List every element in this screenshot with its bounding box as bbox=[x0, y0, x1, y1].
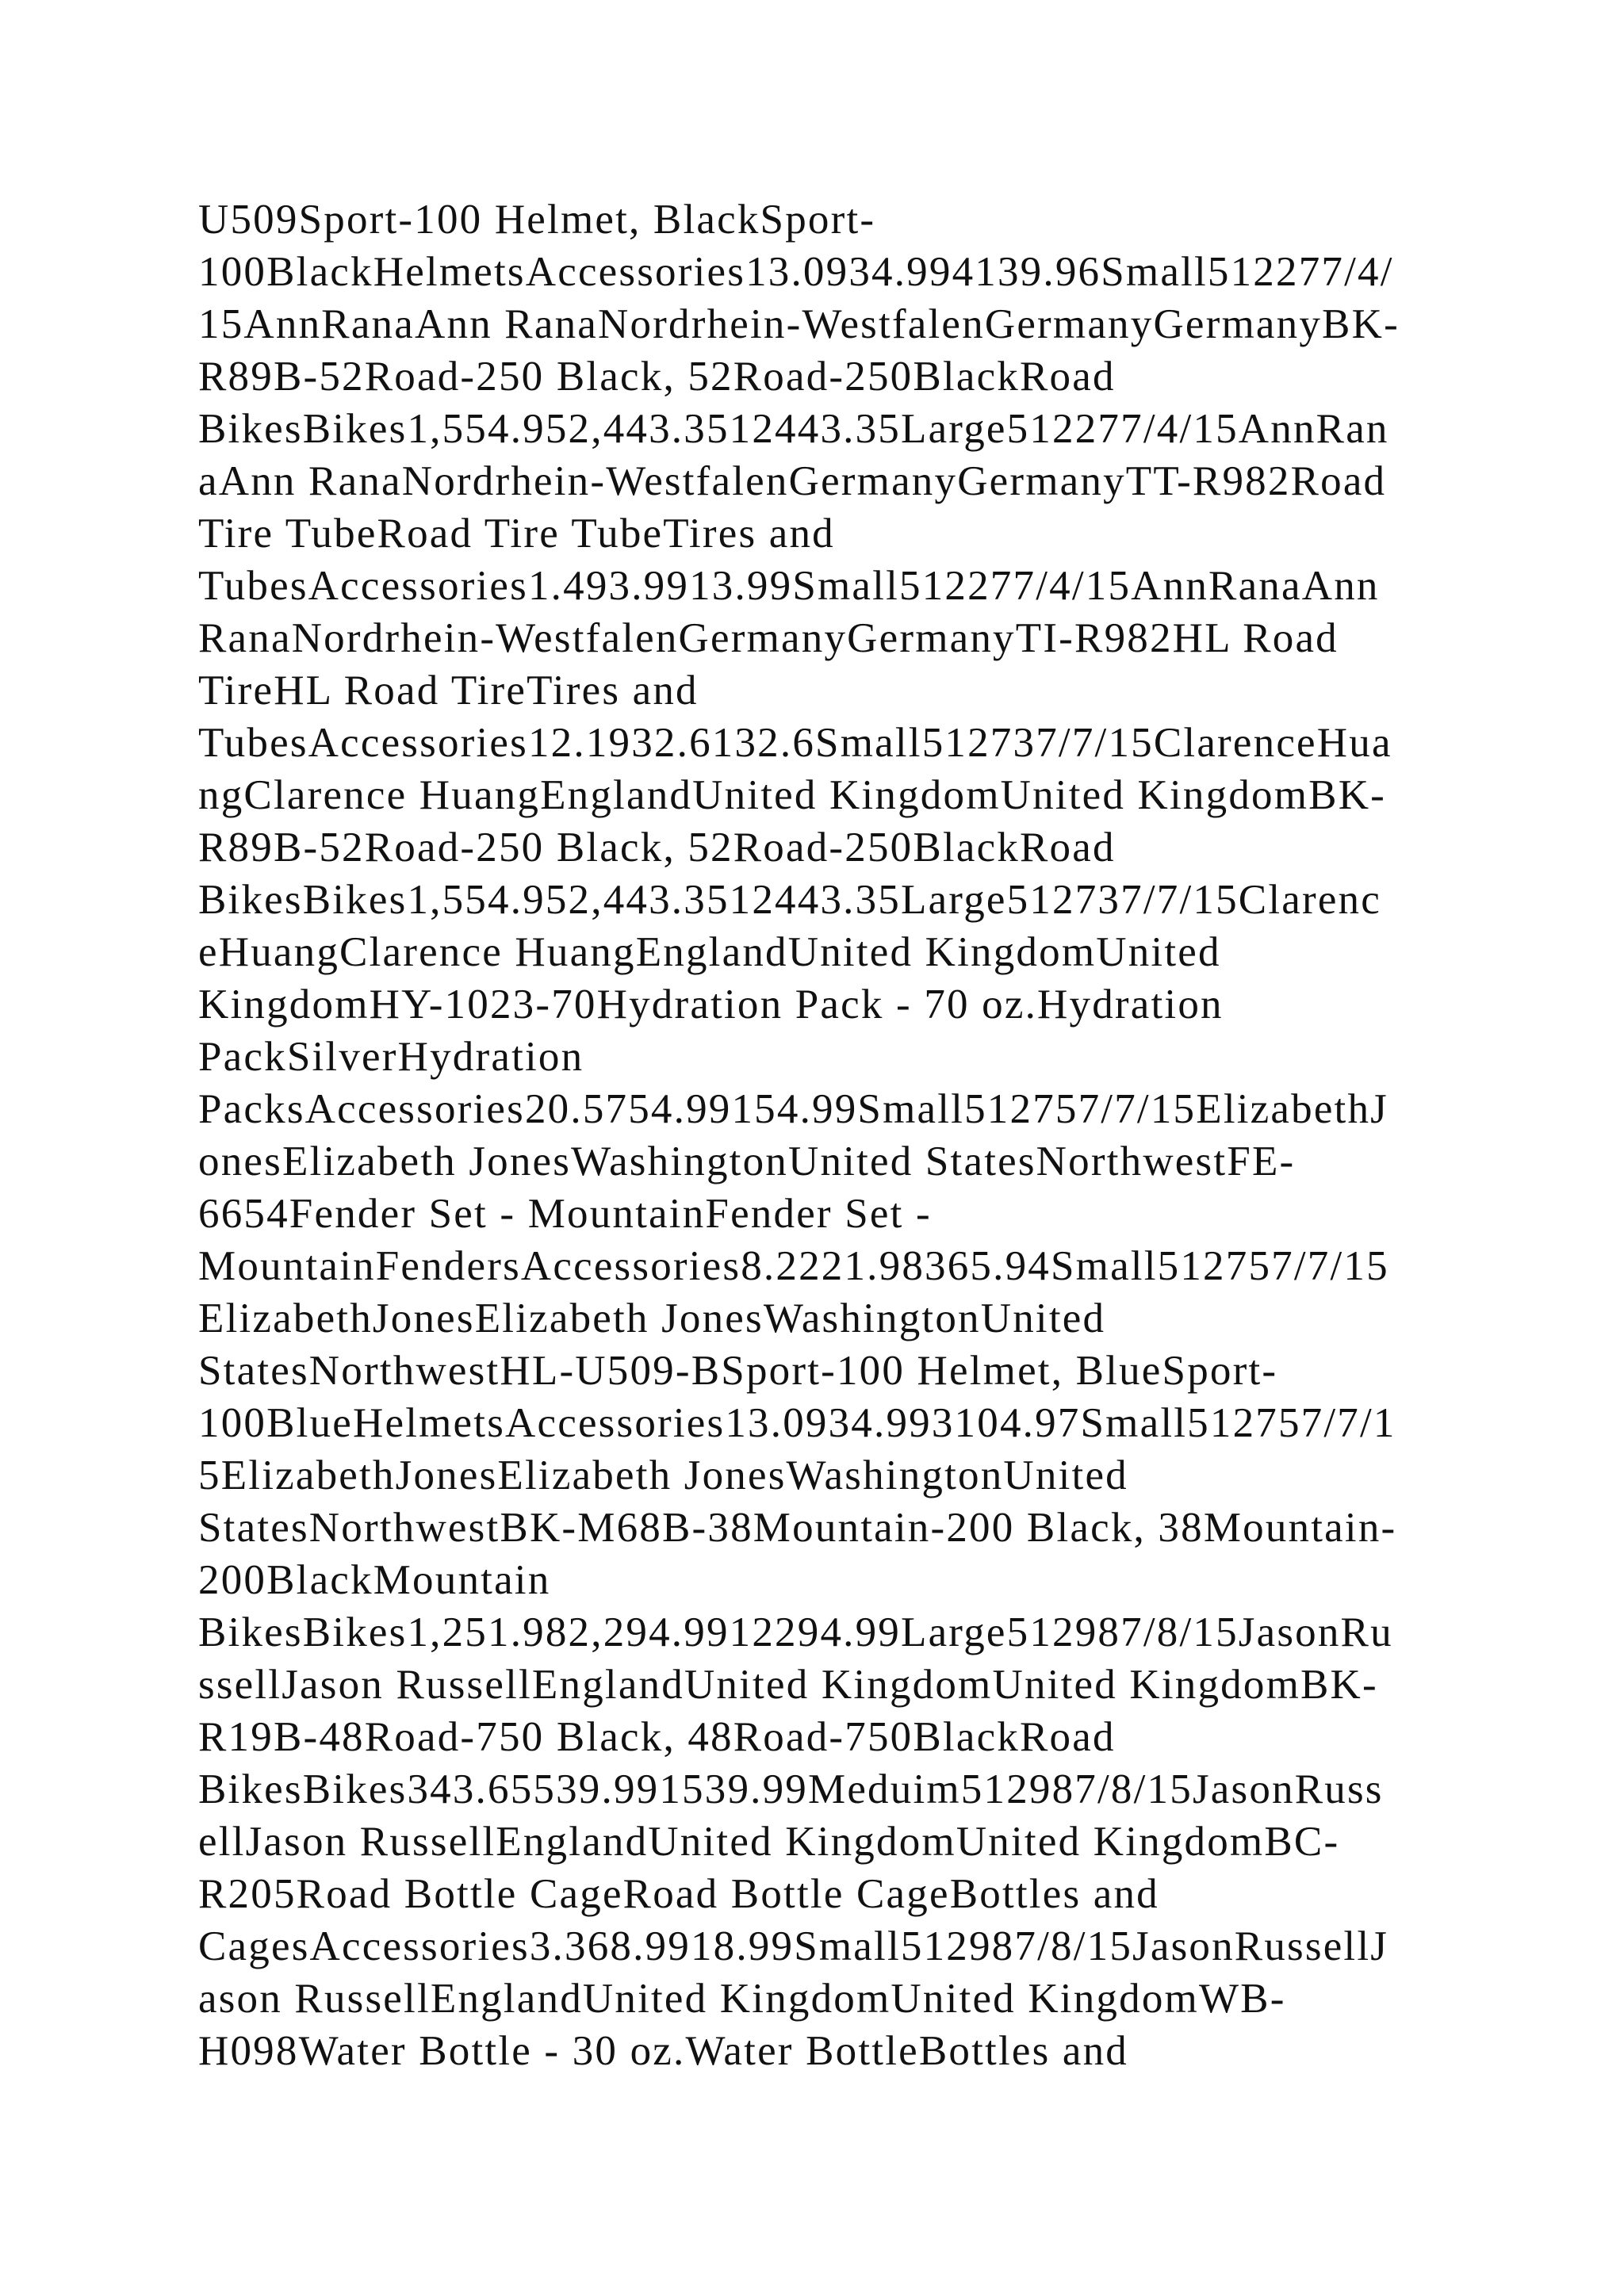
text-line: R19B-48Road-750 Black, 48Road-750BlackRoad bbox=[198, 1714, 1116, 1760]
text-line: RanaNordrhein-WestfalenGermanyGermanyTI-R982HL Road bbox=[198, 615, 1339, 661]
text-line: aAnn RanaNordrhein-WestfalenGermanyGermanyTT-R982Road bbox=[198, 458, 1387, 504]
text-line: 200BlackMountain bbox=[198, 1557, 551, 1603]
text-line: PackSilverHydration bbox=[198, 1034, 584, 1080]
text-line: ElizabethJonesElizabeth JonesWashingtonUnited bbox=[198, 1295, 1106, 1341]
text-line: H098Water Bottle - 30 oz.Water BottleBottles and bbox=[198, 2028, 1129, 2074]
text-line: onesElizabeth JonesWashingtonUnited StatesNorthwestFE- bbox=[198, 1138, 1296, 1184]
text-line: 5ElizabethJonesElizabeth JonesWashingtonUnited bbox=[198, 1452, 1128, 1498]
text-line: TubesAccessories12.1932.6132.6Small512737/7/15ClarenceHua bbox=[198, 720, 1392, 766]
text-line: PacksAccessories20.5754.99154.99Small512757/7/15ElizabethJ bbox=[198, 1086, 1388, 1132]
text-line: ason RussellEnglandUnited KingdomUnited KingdomWB- bbox=[198, 1976, 1286, 2022]
document-body bbox=[198, 193, 1467, 2077]
text-line: BikesBikes1,251.982,294.9912294.99Large512987/8/15JasonRu bbox=[198, 1609, 1393, 1655]
text-line: BikesBikes1,554.952,443.3512443.35Large512277/4/15AnnRan bbox=[198, 406, 1389, 452]
text-line: ssellJason RussellEnglandUnited KingdomUnited KingdomBK- bbox=[198, 1662, 1378, 1708]
text-line: CagesAccessories3.368.9918.99Small512987/8/15JasonRussellJ bbox=[198, 1923, 1389, 1969]
text-line: TubesAccessories1.493.9913.99Small512277/4/15AnnRanaAnn bbox=[198, 563, 1380, 609]
text-line: R89B-52Road-250 Black, 52Road-250BlackRoad bbox=[198, 354, 1116, 400]
text-line: KingdomHY-1023-70Hydration Pack - 70 oz.Hydration bbox=[198, 982, 1224, 1027]
text-line: 15AnnRanaAnn RanaNordrhein-WestfalenGermanyGermanyBK- bbox=[198, 301, 1400, 347]
text-line: 6654Fender Set - MountainFender Set - bbox=[198, 1191, 932, 1237]
text-line: 100BlueHelmetsAccessories13.0934.993104.97Small512757/7/1 bbox=[198, 1400, 1396, 1446]
text-line: BikesBikes1,554.952,443.3512443.35Large512737/7/15Clarenc bbox=[198, 877, 1381, 923]
text-line: BikesBikes343.65539.991539.99Meduim512987/8/15JasonRuss bbox=[198, 1766, 1384, 1812]
text-line: StatesNorthwestBK-M68B-38Mountain-200 Black, 38Mountain- bbox=[198, 1505, 1397, 1551]
text-line: TireHL Road TireTires and bbox=[198, 668, 699, 714]
text-line: MountainFendersAccessories8.2221.98365.94Small512757/7/15 bbox=[198, 1243, 1389, 1289]
text-line: 100BlackHelmetsAccessories13.0934.994139.96Small512277/4/ bbox=[198, 249, 1394, 295]
text-line: R89B-52Road-250 Black, 52Road-250BlackRoad bbox=[198, 825, 1116, 871]
text-line: Tire TubeRoad Tire TubeTires and bbox=[198, 511, 835, 557]
text-line: StatesNorthwestHL-U509-BSport-100 Helmet, BlueSport- bbox=[198, 1348, 1278, 1394]
text-line: U509Sport-100 Helmet, BlackSport- bbox=[198, 197, 876, 243]
text-line: eHuangClarence HuangEnglandUnited KingdomUnited bbox=[198, 929, 1221, 975]
text-line: ellJason RussellEnglandUnited KingdomUnited KingdomBC- bbox=[198, 1819, 1340, 1865]
text-line: R205Road Bottle CageRoad Bottle CageBottles and bbox=[198, 1871, 1159, 1917]
text-line: ngClarence HuangEnglandUnited KingdomUnited KingdomBK- bbox=[198, 772, 1387, 818]
